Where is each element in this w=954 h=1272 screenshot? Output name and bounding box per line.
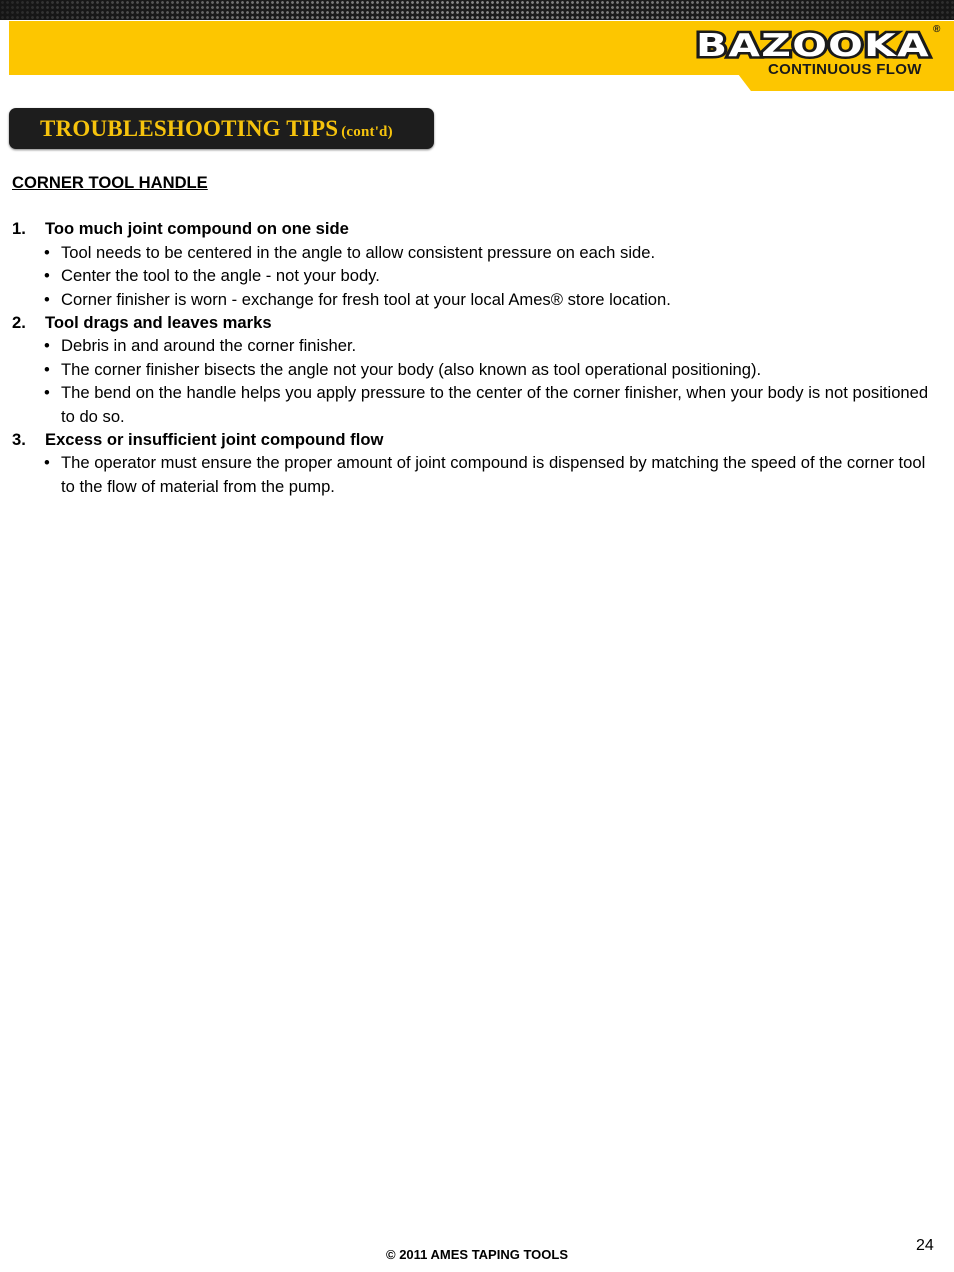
list-item	[12, 311, 932, 428]
svg-text:BAZOOKA: BAZOOKA	[696, 29, 930, 61]
bullet-icon: •	[44, 383, 50, 403]
item-title-text: Too much joint compound on one side	[45, 219, 349, 239]
item-title-text: Tool drags and leaves marks	[45, 313, 272, 333]
item-title	[12, 428, 932, 451]
bullet-point	[12, 358, 932, 381]
bullet-point	[12, 381, 932, 428]
item-number: 1.	[12, 219, 26, 239]
bazooka-logo	[694, 29, 934, 61]
item-title-text: Excess or insufficient joint compound flow	[45, 430, 384, 450]
bullet-icon: •	[44, 359, 50, 379]
list-item	[12, 428, 932, 498]
bullet-point	[12, 264, 932, 287]
bullet-text: Tool needs to be centered in the angle to allow consistent pressure on each side.	[61, 242, 656, 262]
bullet-icon: •	[44, 453, 50, 473]
list-item	[12, 217, 932, 311]
bullet-point	[12, 241, 932, 264]
header-texture-fade	[0, 0, 954, 20]
bullet-text: Corner finisher is worn - exchange for fresh tool at your local Ames® store location.	[61, 289, 671, 309]
section-title-tab	[9, 108, 434, 149]
bullet-icon: •	[44, 242, 50, 262]
bullet-text: The operator must ensure the proper amount of joint compound is dispensed by matching the speed of the corner tool to the flow of material from the pump.	[61, 453, 926, 496]
bullet-icon: •	[44, 266, 50, 286]
bullet-icon: •	[44, 336, 50, 356]
bullet-text: The bend on the handle helps you apply pressure to the center of the corner finisher, when your body is not positioned to do so.	[61, 383, 929, 426]
item-number: 3.	[12, 430, 26, 450]
bullet-text: Center the tool to the angle - not your body.	[61, 266, 380, 286]
section-subtitle: (cont'd)	[341, 124, 393, 140]
item-number: 2.	[12, 313, 26, 333]
bullet-text: Debris in and around the corner finisher.	[61, 336, 357, 356]
section-heading: CORNER TOOL HANDLE	[12, 173, 208, 192]
section-title-text: TROUBLESHOOTING TIPS	[40, 116, 339, 141]
troubleshooting-content	[12, 171, 932, 498]
bullet-point	[12, 334, 932, 357]
copyright-footer: © 2011 AMES TAPING TOOLS	[386, 1247, 568, 1262]
section-title	[40, 116, 393, 142]
bullet-text: The corner finisher bisects the angle not your body (also known as tool operational positioning).	[61, 359, 762, 379]
item-title	[12, 311, 932, 334]
page-number: 24	[916, 1237, 934, 1254]
bullet-point	[12, 288, 932, 311]
bullet-icon: •	[44, 289, 50, 309]
registered-mark: ®	[933, 24, 941, 35]
item-title	[12, 217, 932, 240]
brand-tagline: CONTINUOUS FLOW	[768, 61, 922, 78]
bullet-point	[12, 451, 932, 498]
